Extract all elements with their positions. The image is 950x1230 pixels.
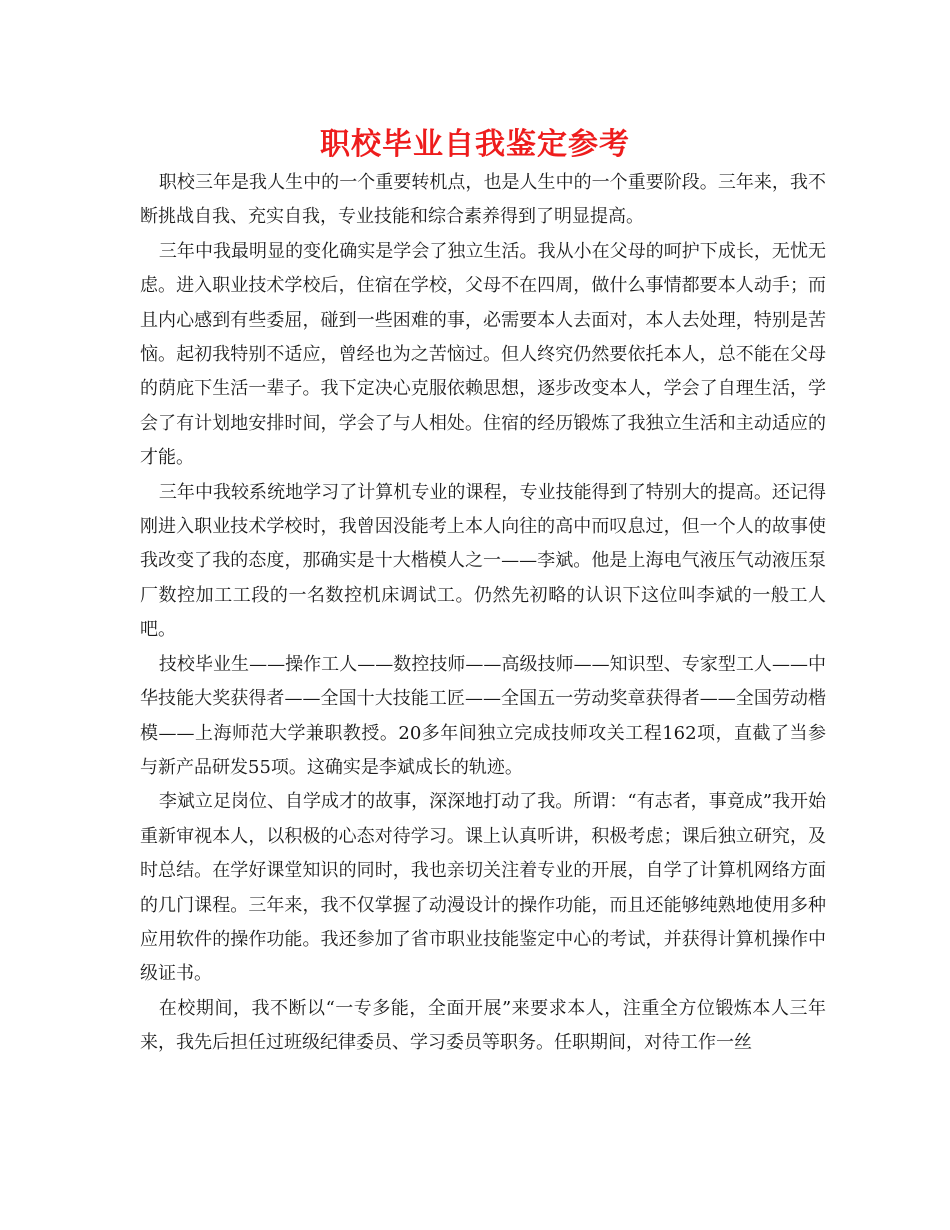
document-title: 职校毕业自我鉴定参考 [320,127,630,162]
paragraph: 在校期间，我不断以“一专多能，全面开展”来要求本人，注重全方位锻炼本人三年来，我先后担任过班级纪律委员、学习委员等职务。任职期间，对待工作一丝 [140,997,826,1054]
paragraph: 技校毕业生——操作工人——数控技师——高级技师——知识型、专家型工人——中华技能大奖获得者——全国十大技能工匠——全国五一劳动奖章获得者——全国劳动楷模——上海师范大学兼职教授。20多年间独立完成技师攻关工程162项，直截了当参与新产品研发55项。这确实是李斌成长的轨迹。 [140,653,826,778]
paragraph: 三年中我最明显的变化确实是学会了独立生活。我从小在父母的呵护下成长，无忧无虑。进入职业技术学校后，住宿在学校，父母不在四周，做什么事情都要本人动手；而且内心感到有些委屈，碰到一些困难的事，必需要本人去面对，本人去处理，特别是苦恼。起初我特别不适应，曾经也为之苦恼过。但人终究仍然要依托本人，总不能在父母的荫庇下生活一辈子。我下定决心克服依赖思想，逐步改变本人，学会了自理生活，学会了有计划地安排时间，学会了与人相处。住宿的经历锻炼了我独立生活和主动适应的才能。 [140,240,826,469]
paragraph: 职校三年是我人生中的一个重要转机点，也是人生中的一个重要阶段。三年来，我不断挑战自我、充实自我，专业技能和综合素养得到了明显提高。 [140,172,826,228]
paragraph: 李斌立足岗位、自学成才的故事，深深地打动了我。所谓：“有志者，事竟成”我开始重新审视本人，以积极的心态对待学习。课上认真听讲，积极考虑；课后独立研究，及时总结。在学好课堂知识的同时，我也亲切关注着专业的开展，自学了计算机网络方面的几门课程。三年来，我不仅掌握了动漫设计的操作功能，而且还能够纯熟地使用多种应用软件的操作功能。我还参加了省市职业技能鉴定中心的考试，并获得计算机操作中级证书。 [140,791,826,985]
paragraph: 三年中我较系统地学习了计算机专业的课程，专业技能得到了特别大的提高。还记得刚进入职业技术学校时，我曾因没能考上本人向往的高中而叹息过，但一个人的故事使我改变了我的态度，那确实是十大楷模人之一——李斌。他是上海电气液压气动液压泵厂数控加工工段的一名数控机床调试工。仍然先初略的认识下这位叫李斌的一般工人吧。 [140,481,826,641]
document-body [140,166,826,1061]
